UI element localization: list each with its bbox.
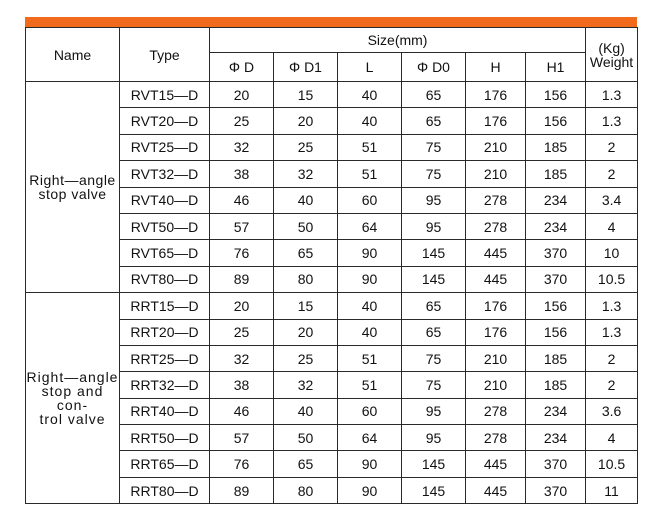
- type-cell: RVT15—D: [120, 82, 210, 108]
- group-name: [26, 293, 120, 504]
- cell-weight: 10: [586, 240, 638, 266]
- cell-h1: 156: [526, 82, 586, 108]
- cell-h1: 185: [526, 134, 586, 160]
- cell-d1: 65: [274, 240, 338, 266]
- cell-l: 60: [338, 398, 402, 424]
- cell-l: 90: [338, 477, 402, 503]
- type-cell: RRT25—D: [120, 345, 210, 371]
- type-cell: RVT65—D: [120, 240, 210, 266]
- cell-l: 51: [338, 345, 402, 371]
- cell-d: 38: [210, 372, 274, 398]
- type-cell: RRT80—D: [120, 477, 210, 503]
- cell-weight: 11: [586, 477, 638, 503]
- cell-l: 51: [338, 372, 402, 398]
- header-weight-label: Weight: [589, 53, 634, 70]
- cell-d0: 95: [402, 213, 466, 239]
- cell-d0: 65: [402, 319, 466, 345]
- cell-d1: 50: [274, 213, 338, 239]
- spec-table: [25, 27, 638, 504]
- type-cell: RRT50—D: [120, 425, 210, 451]
- cell-d1: 20: [274, 108, 338, 134]
- cell-d: 46: [210, 398, 274, 424]
- cell-d0: 75: [402, 372, 466, 398]
- cell-weight: 4: [586, 425, 638, 451]
- cell-d0: 95: [402, 187, 466, 213]
- cell-h1: 156: [526, 319, 586, 345]
- cell-d0: 65: [402, 108, 466, 134]
- cell-weight: 10.5: [586, 266, 638, 292]
- cell-d1: 40: [274, 187, 338, 213]
- cell-d0: 65: [402, 82, 466, 108]
- cell-d: 20: [210, 82, 274, 108]
- cell-d1: 32: [274, 372, 338, 398]
- table-row: [26, 82, 638, 108]
- cell-weight: 2: [586, 372, 638, 398]
- cell-h: 445: [466, 266, 526, 292]
- cell-h: 278: [466, 213, 526, 239]
- cell-weight: 1.3: [586, 293, 638, 319]
- cell-weight: 2: [586, 134, 638, 160]
- group-name-line: stop valve: [38, 186, 107, 203]
- header-col-l: L: [338, 53, 402, 82]
- group-name-line: trol valve: [39, 411, 106, 428]
- cell-h: 176: [466, 82, 526, 108]
- cell-h1: 370: [526, 240, 586, 266]
- type-cell: RVT80—D: [120, 266, 210, 292]
- cell-d: 57: [210, 425, 274, 451]
- cell-l: 40: [338, 82, 402, 108]
- cell-d: 38: [210, 161, 274, 187]
- cell-l: 64: [338, 213, 402, 239]
- cell-h1: 156: [526, 293, 586, 319]
- cell-h: 445: [466, 240, 526, 266]
- group-name-line: Right—angle: [29, 172, 116, 189]
- cell-h: 176: [466, 319, 526, 345]
- cell-l: 60: [338, 187, 402, 213]
- header-col-h1: H1: [526, 53, 586, 82]
- cell-weight: 2: [586, 345, 638, 371]
- header-col-d0: Φ D0: [402, 53, 466, 82]
- cell-d: 32: [210, 134, 274, 160]
- cell-h: 278: [466, 425, 526, 451]
- cell-h: 210: [466, 345, 526, 371]
- type-cell: RVT50—D: [120, 213, 210, 239]
- cell-h: 445: [466, 451, 526, 477]
- cell-d0: 145: [402, 451, 466, 477]
- type-cell: RRT20—D: [120, 319, 210, 345]
- type-cell: RVT40—D: [120, 187, 210, 213]
- cell-d0: 75: [402, 161, 466, 187]
- cell-d1: 25: [274, 345, 338, 371]
- header-row-1: [26, 28, 638, 53]
- cell-d0: 65: [402, 293, 466, 319]
- cell-d1: 50: [274, 425, 338, 451]
- cell-l: 90: [338, 451, 402, 477]
- cell-weight: 1.3: [586, 82, 638, 108]
- cell-d: 89: [210, 477, 274, 503]
- cell-h1: 234: [526, 425, 586, 451]
- cell-h: 210: [466, 372, 526, 398]
- cell-d0: 145: [402, 266, 466, 292]
- cell-d: 76: [210, 240, 274, 266]
- type-cell: RRT40—D: [120, 398, 210, 424]
- cell-weight: 3.6: [586, 398, 638, 424]
- cell-d1: 32: [274, 161, 338, 187]
- type-cell: RVT32—D: [120, 161, 210, 187]
- cell-weight: 2: [586, 161, 638, 187]
- header-type: Type: [120, 28, 210, 82]
- type-cell: RVT20—D: [120, 108, 210, 134]
- cell-h1: 370: [526, 266, 586, 292]
- cell-d: 76: [210, 451, 274, 477]
- table-row: [26, 293, 638, 319]
- cell-d: 32: [210, 345, 274, 371]
- group-name: [26, 82, 120, 293]
- cell-d: 25: [210, 319, 274, 345]
- cell-d0: 75: [402, 134, 466, 160]
- header-weight: [586, 28, 638, 82]
- cell-h: 176: [466, 108, 526, 134]
- cell-weight: 4: [586, 213, 638, 239]
- cell-l: 51: [338, 134, 402, 160]
- type-cell: RVT25—D: [120, 134, 210, 160]
- cell-h: 176: [466, 293, 526, 319]
- cell-d1: 80: [274, 266, 338, 292]
- header-weight-unit: (Kg): [598, 39, 625, 56]
- cell-l: 40: [338, 319, 402, 345]
- cell-d: 20: [210, 293, 274, 319]
- cell-d: 89: [210, 266, 274, 292]
- cell-h: 278: [466, 187, 526, 213]
- cell-d0: 95: [402, 398, 466, 424]
- cell-h1: 234: [526, 187, 586, 213]
- group-name-line: Right—angle: [26, 369, 119, 386]
- cell-d1: 15: [274, 293, 338, 319]
- header-col-d: Φ D: [210, 53, 274, 82]
- cell-l: 40: [338, 108, 402, 134]
- cell-h: 445: [466, 477, 526, 503]
- cell-h: 210: [466, 134, 526, 160]
- type-cell: RRT32—D: [120, 372, 210, 398]
- cell-h1: 370: [526, 477, 586, 503]
- header-col-h: H: [466, 53, 526, 82]
- cell-d: 57: [210, 213, 274, 239]
- cell-d0: 145: [402, 240, 466, 266]
- type-cell: RRT65—D: [120, 451, 210, 477]
- cell-d: 46: [210, 187, 274, 213]
- cell-d1: 40: [274, 398, 338, 424]
- cell-h1: 185: [526, 161, 586, 187]
- cell-d1: 80: [274, 477, 338, 503]
- cell-d0: 95: [402, 425, 466, 451]
- header-col-d1: Φ D1: [274, 53, 338, 82]
- cell-d1: 20: [274, 319, 338, 345]
- header-size: Size(mm): [210, 28, 586, 53]
- cell-h: 278: [466, 398, 526, 424]
- cell-h1: 185: [526, 345, 586, 371]
- cell-h1: 234: [526, 213, 586, 239]
- cell-d: 25: [210, 108, 274, 134]
- cell-weight: 3.4: [586, 187, 638, 213]
- cell-d1: 15: [274, 82, 338, 108]
- cell-h1: 185: [526, 372, 586, 398]
- group-name-line: stop and con-: [41, 383, 104, 414]
- cell-d0: 145: [402, 477, 466, 503]
- cell-weight: 10.5: [586, 451, 638, 477]
- cell-h: 210: [466, 161, 526, 187]
- cell-weight: 1.3: [586, 319, 638, 345]
- cell-l: 90: [338, 240, 402, 266]
- cell-d0: 75: [402, 345, 466, 371]
- cell-h1: 370: [526, 451, 586, 477]
- cell-l: 40: [338, 293, 402, 319]
- header-name: Name: [26, 28, 120, 82]
- cell-h1: 234: [526, 398, 586, 424]
- cell-weight: 1.3: [586, 108, 638, 134]
- spec-table-body: [26, 28, 638, 504]
- cell-d1: 65: [274, 451, 338, 477]
- cell-d1: 25: [274, 134, 338, 160]
- orange-header-bar: [25, 17, 637, 27]
- cell-l: 64: [338, 425, 402, 451]
- cell-l: 51: [338, 161, 402, 187]
- cell-h1: 156: [526, 108, 586, 134]
- type-cell: RRT15—D: [120, 293, 210, 319]
- cell-l: 90: [338, 266, 402, 292]
